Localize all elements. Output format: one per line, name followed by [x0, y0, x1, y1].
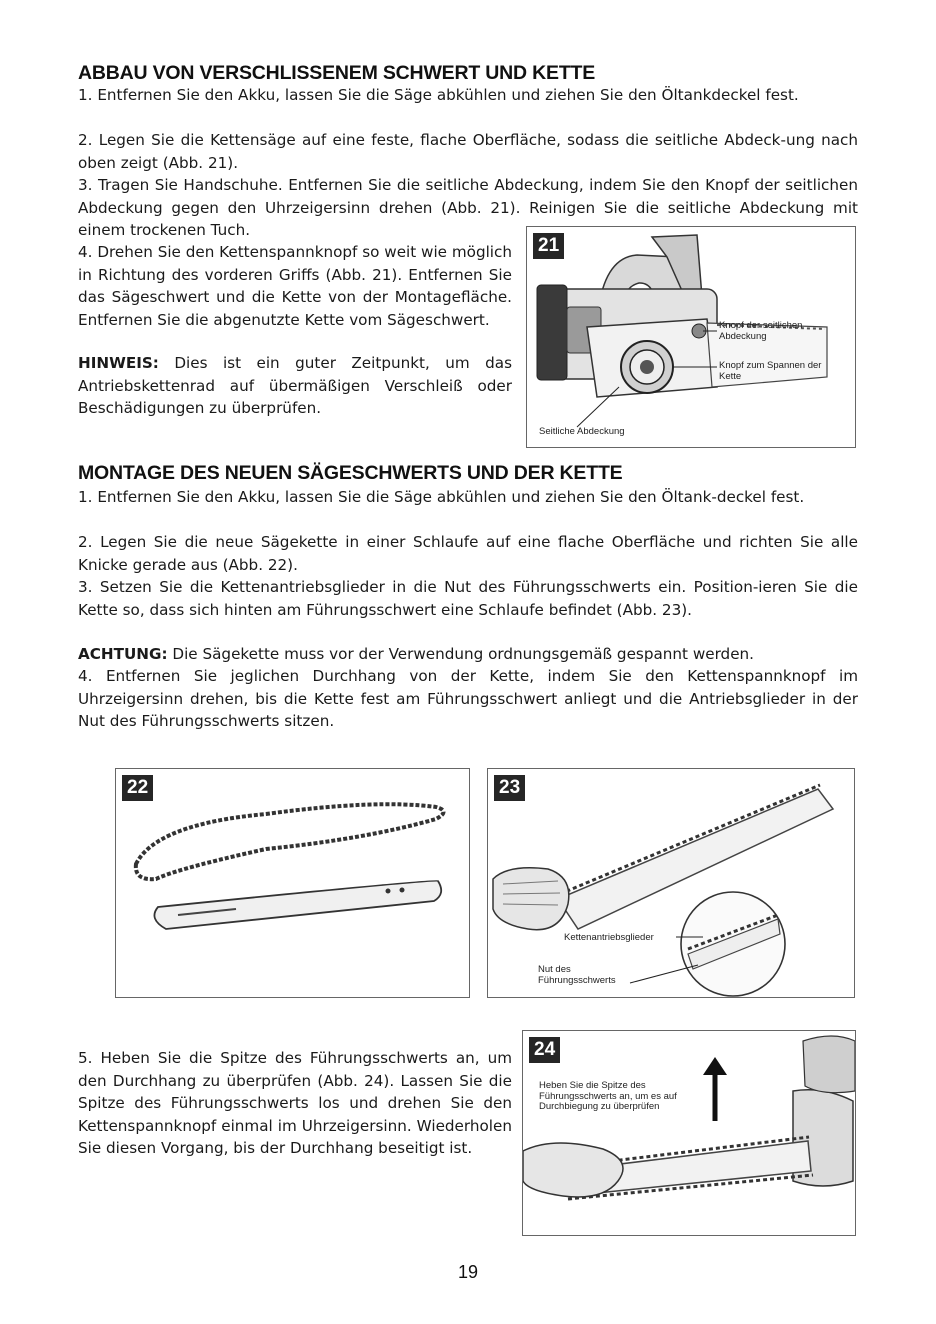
removal-step-2: 2. Legen Sie die Kettensäge auf eine feste, flache Oberfläche, sodass die seitliche Abdeck-ung nach oben zeigt (Abb. 21). — [78, 131, 858, 172]
figure-21-number: 21 — [533, 233, 564, 259]
removal-note — [78, 352, 512, 420]
removal-step-3: 3. Tragen Sie Handschuhe. Entfernen Sie die seitliche Abdeckung, indem Sie den Knopf der seitlichen Abdeckung gegen den Uhrzeigersinn drehen (Abb. 21). Reinigen Sie die seitliche Abdeckung mit einem trockenen Tuch. — [78, 176, 858, 239]
caption-bar-groove: Nut des Führungsschwerts — [538, 964, 616, 986]
section-title-mounting: MONTAGE DES NEUEN SÄGESCHWERTS UND DER KETTE — [78, 462, 623, 484]
section-title-removal: ABBAU VON VERSCHLISSENEM SCHWERT UND KETTE — [78, 62, 596, 84]
mounting-warning — [78, 643, 858, 666]
page-number: 19 — [457, 1262, 479, 1282]
mounting-step-1: 1. Entfernen Sie den Akku, lassen Sie die Säge abkühlen und ziehen Sie den Öltank-deckel fest. — [78, 488, 805, 506]
figure-21 — [526, 226, 856, 448]
note-text: Dies ist ein guter Zeitpunkt, um das Antriebskettenrad auf übermäßigen Verschleiß oder Beschädigungen zu überprüfen. — [78, 354, 512, 417]
figure-22-number: 22 — [122, 775, 153, 801]
figure-22 — [115, 768, 470, 998]
caption-lift-bar-tip: Heben Sie die Spitze des Führungsschwerts an, um es auf Durchbiegung zu überprüfen — [539, 1080, 677, 1112]
note-label: HINWEIS: — [78, 354, 159, 372]
removal-step-4: 4. Drehen Sie den Kettenspannknopf so weit wie möglich in Richtung des vorderen Griffs (Abb. 21). Entfernen Sie das Sägeschwert und die Kette von der Montagefläche. Entfernen Sie die abgenutzte Kette vom Sägeschwert. — [78, 243, 512, 329]
chain-and-bar-illustration — [116, 769, 470, 998]
warning-label: ACHTUNG: — [78, 645, 168, 663]
mounting-step-4: 4. Entfernen Sie jeglichen Durchhang von der Kette, indem Sie den Kettenspannknopf im Uhrzeigersinn drehen, bis die Kette fest am Führungsschwert anliegt und die Antriebsglieder in der Nut des Führungsschwerts sitzen. — [78, 667, 858, 730]
mounting-step-2: 2. Legen Sie die neue Sägekette in einer Schlaufe auf eine flache Oberfläche und richten Sie alle Knicke gerade aus (Abb. 22). — [78, 533, 858, 574]
bar-lift-check-illustration — [523, 1031, 856, 1236]
caption-side-cover-knob: Knopf der seitlichen Abdeckung — [719, 320, 803, 342]
mounting-step-5: 5. Heben Sie die Spitze des Führungsschwerts an, um den Durchhang zu überprüfen (Abb. 24). Lassen Sie die Spitze des Führungsschwerts los und drehen Sie den Kettenspannknopf einmal im Uhrzeigersinn. Wiederholen Sie diesen Vorgang, bis der Durchhang beseitigt ist. — [78, 1049, 512, 1157]
warning-text: Die Sägekette muss vor der Verwendung ordnungsgemäß gespannt werden. — [167, 645, 754, 663]
mounting-step-3: 3. Setzen Sie die Kettenantriebsglieder in die Nut des Führungsschwerts ein. Position-ieren Sie die Kette so, dass sich hinten am Führungsschwert eine Schlaufe befindet (Abb. 23). — [78, 578, 858, 619]
removal-step-1: 1. Entfernen Sie den Akku, lassen Sie die Säge abkühlen und ziehen Sie den Öltankdeckel fest. — [78, 86, 799, 104]
figure-24 — [522, 1030, 856, 1236]
figure-23 — [487, 768, 855, 998]
figure-23-number: 23 — [494, 775, 525, 801]
caption-side-cover: Seitliche Abdeckung — [539, 426, 625, 437]
caption-chain-tension-knob: Knopf zum Spannen der Kette — [719, 360, 822, 382]
caption-drive-links: Kettenantriebsglieder — [564, 932, 654, 943]
figure-24-number: 24 — [529, 1037, 560, 1063]
